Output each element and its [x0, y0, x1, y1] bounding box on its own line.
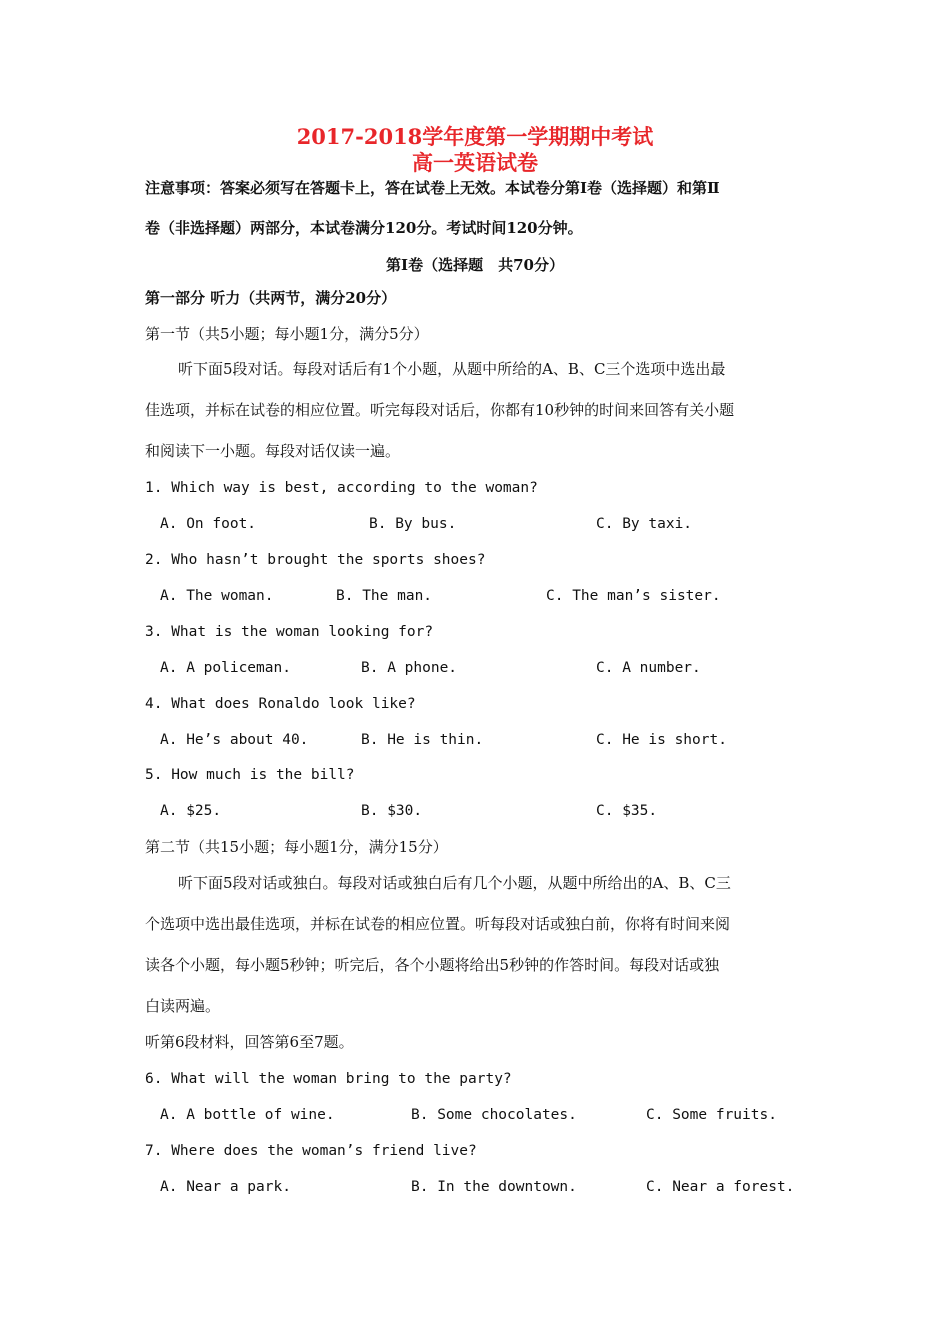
- section2-instruction: 听下面5段对话或独白。每段对话或独白后有几个小题，从题中所给出的A、B、C三: [178, 874, 731, 892]
- section2-heading: 第二节（共15小题；每小题1分，满分15分）: [145, 838, 448, 856]
- option-a: A. On foot.: [160, 516, 257, 532]
- question-5: 5. How much is the bill?: [145, 767, 355, 783]
- option-c: C. A number.: [596, 660, 701, 676]
- question-4: 4. What does Ronaldo look like?: [145, 696, 416, 712]
- option-c: C. Some fruits.: [646, 1107, 777, 1123]
- question-1: 1. Which way is best, according to the woman?: [145, 480, 538, 496]
- option-b: B. $30.: [361, 803, 423, 819]
- section2-instruction: 读各个小题，每小题5秒钟；听完后，各个小题将给出5秒钟的作答时间。每段对话或独: [145, 956, 720, 974]
- option-c: C. The man’s sister.: [546, 588, 721, 604]
- exam-subtitle: 高一英语试卷: [412, 150, 538, 175]
- part1-heading: 第一部分 听力（共两节，满分20分）: [145, 289, 397, 307]
- option-b: B. In the downtown.: [411, 1179, 577, 1195]
- question-6: 6. What will the woman bring to the party?: [145, 1071, 512, 1087]
- option-c: C. He is short.: [596, 732, 727, 748]
- notice-line-2: 卷（非选择题）两部分，本试卷满分120分。考试时间120分钟。: [145, 219, 583, 237]
- section1-heading: 第一节（共5小题；每小题1分，满分5分）: [145, 325, 429, 343]
- option-b: B. He is thin.: [361, 732, 484, 748]
- volume-heading: 第Ⅰ卷（选择题 共70分）: [386, 256, 564, 274]
- option-a: A. He’s about 40.: [160, 732, 309, 748]
- option-a: A. A policeman.: [160, 660, 291, 676]
- option-c: C. By taxi.: [596, 516, 693, 532]
- option-a: A. A bottle of wine.: [160, 1107, 335, 1123]
- section2-instruction: 白读两遍。: [145, 997, 221, 1015]
- option-b: B. Some chocolates.: [411, 1107, 577, 1123]
- option-a: A. Near a park.: [160, 1179, 291, 1195]
- question-2: 2. Who hasn’t brought the sports shoes?: [145, 552, 486, 568]
- question-3: 3. What is the woman looking for?: [145, 624, 434, 640]
- option-a: A. $25.: [160, 803, 222, 819]
- material-note: 听第6段材料，回答第6至7题。: [145, 1033, 354, 1051]
- option-b: B. The man.: [336, 588, 433, 604]
- option-a: A. The woman.: [160, 588, 274, 604]
- section1-instruction: 听下面5段对话。每段对话后有1个小题，从题中所给的A、B、C三个选项中选出最: [178, 360, 726, 378]
- option-c: C. Near a forest.: [646, 1179, 795, 1195]
- section1-instruction: 和阅读下一小题。每段对话仅读一遍。: [145, 442, 401, 460]
- notice-line-1: 注意事项：答案必须写在答题卡上，答在试卷上无效。本试卷分第Ⅰ卷（选择题）和第Ⅱ: [145, 179, 720, 197]
- question-7: 7. Where does the woman’s friend live?: [145, 1143, 477, 1159]
- section2-instruction: 个选项中选出最佳选项，并标在试卷的相应位置。听每段对话或独白前，你将有时间来阅: [145, 915, 731, 933]
- section1-instruction: 佳选项，并标在试卷的相应位置。听完每段对话后，你都有10秒钟的时间来回答有关小题: [145, 401, 735, 419]
- option-b: B. By bus.: [369, 516, 457, 532]
- option-c: C. $35.: [596, 803, 658, 819]
- exam-title: 2017-2018学年度第一学期期中考试: [296, 124, 654, 149]
- option-b: B. A phone.: [361, 660, 458, 676]
